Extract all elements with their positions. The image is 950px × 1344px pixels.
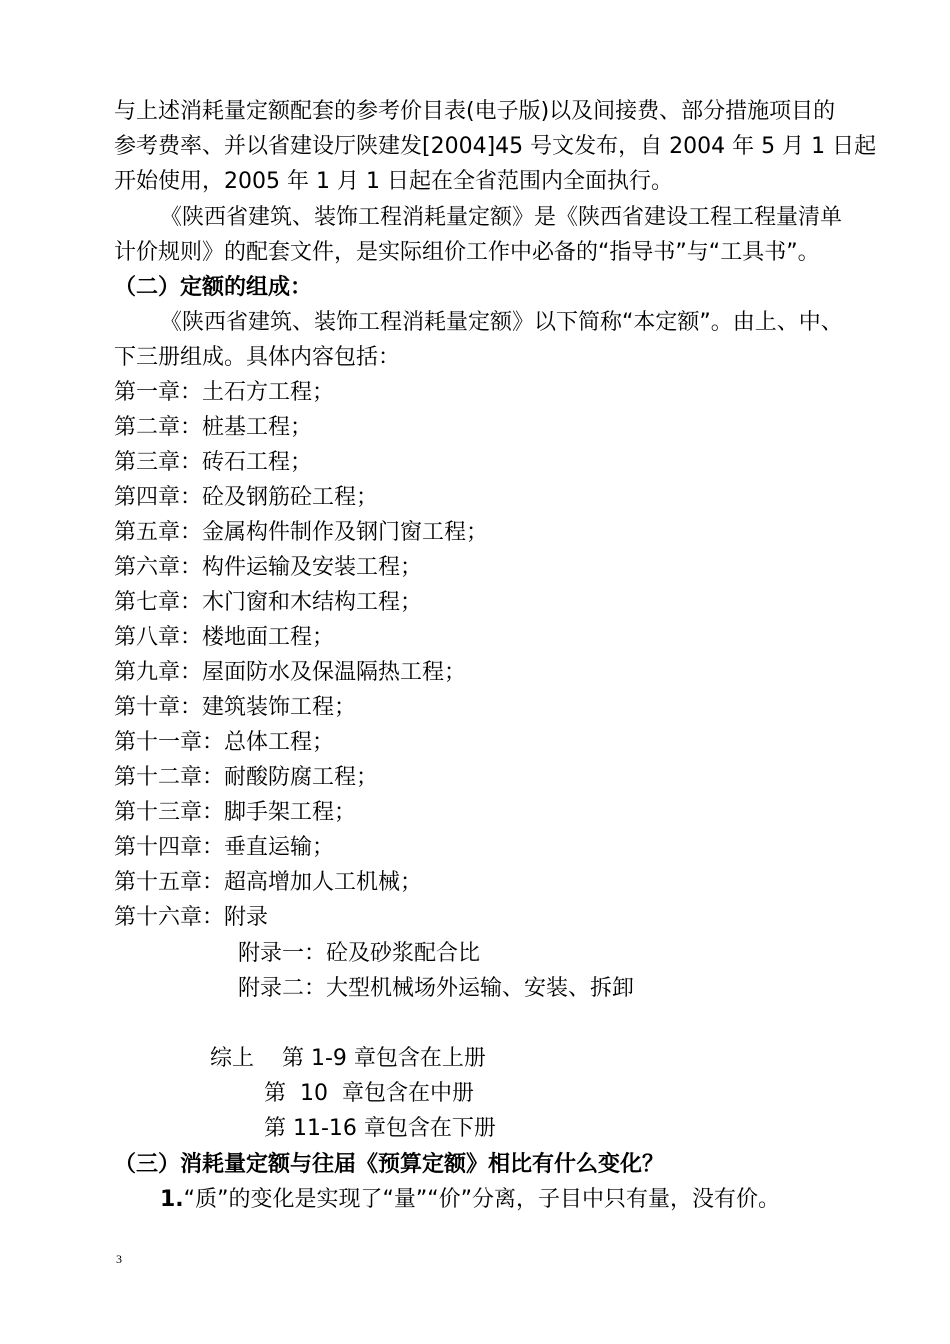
- chapter-item: 第六章：构件运输及安装工程；: [114, 555, 423, 580]
- chapter-item: 第十三章：脚手架工程；: [114, 800, 357, 825]
- section-heading-changes: （三）消耗量定额与往届《预算定额》相比有什么变化？: [114, 1152, 665, 1177]
- intro-line-4: 《陕西省建筑、装饰工程消耗量定额》是《陕西省建设工程工程量清单: [160, 205, 843, 230]
- section-heading-composition: （二）定额的组成：: [114, 275, 313, 300]
- chapter-item: 第十二章：耐酸防腐工程；: [114, 765, 379, 790]
- chapter-item: 第十章：建筑装饰工程；: [114, 695, 357, 720]
- chapter-item: 第五章：金属构件制作及钢门窗工程；: [114, 520, 489, 545]
- chapter-item: 第一章：土石方工程；: [114, 380, 335, 405]
- chapter-item: 第二章：桩基工程；: [114, 415, 313, 440]
- chapter-item: 第十四章：垂直运输；: [114, 835, 335, 860]
- summary-line-1: 综上 第 1-9 章包含在上册: [210, 1046, 486, 1071]
- intro-line-1: 与上述消耗量定额配套的参考价目表(电子版)以及间接费、部分措施项目的: [114, 99, 836, 124]
- intro-line-3: 开始使用，2005 年 1 月 1 日起在全省范围内全面执行。: [114, 169, 673, 194]
- appendix-item: 附录二：大型机械场外运输、安装、拆卸: [238, 976, 635, 1001]
- chapter-item: 第十五章：超高增加人工机械；: [114, 870, 423, 895]
- intro-line-2: 参考费率、并以省建设厅陕建发[2004]45 号文发布，自 2004 年 5 月 1 日起: [114, 134, 877, 159]
- chapter-item: 第八章：楼地面工程；: [114, 625, 335, 650]
- intro-line-5: 计价规则》的配套文件，是实际组价工作中必备的“指导书”与“工具书”。: [114, 240, 820, 265]
- change-point-text: “质”的变化是实现了“量”“价”分离，子目中只有量，没有价。: [183, 1187, 781, 1212]
- chapter-item: 第三章：砖石工程；: [114, 450, 313, 475]
- composition-line-1: 《陕西省建筑、装饰工程消耗量定额》以下简称“本定额”。由上、中、: [160, 310, 843, 335]
- chapter-item: 第十六章：附录: [114, 905, 269, 930]
- summary-line-2: 第 10 章包含在中册: [264, 1081, 474, 1106]
- change-point-number: 1.: [160, 1187, 184, 1212]
- chapter-item: 第十一章：总体工程；: [114, 730, 335, 755]
- page-number: 3: [116, 1252, 122, 1266]
- summary-line-3: 第 11-16 章包含在下册: [264, 1116, 496, 1141]
- appendix-item: 附录一：砼及砂浆配合比: [238, 941, 481, 966]
- chapter-item: 第七章：木门窗和木结构工程；: [114, 590, 423, 615]
- chapter-item: 第四章：砼及钢筋砼工程；: [114, 485, 379, 510]
- composition-line-2: 下三册组成。具体内容包括：: [114, 345, 401, 370]
- change-point-1: [160, 1185, 780, 1215]
- chapter-item: 第九章：屋面防水及保温隔热工程；: [114, 660, 467, 685]
